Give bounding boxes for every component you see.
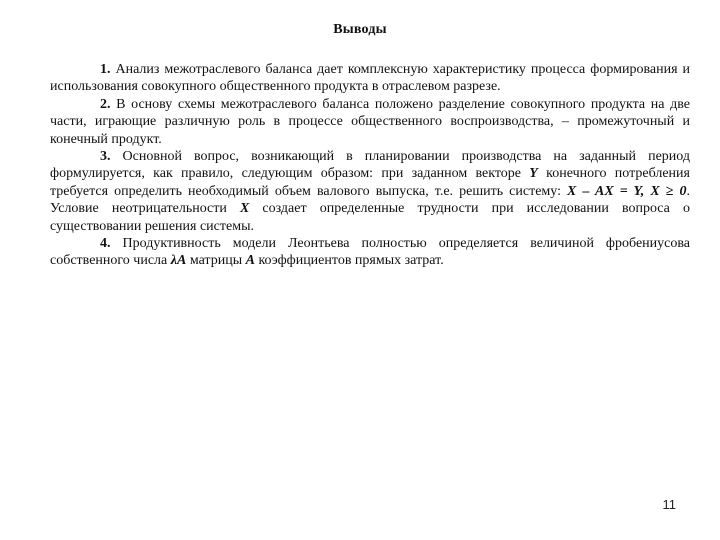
paragraph-text: Основной вопрос, возникающий в планировании производства на заданный период формулируется, как правило, следующим образом: при заданном векторе	[50, 149, 690, 182]
paragraph-number: 4.	[100, 236, 111, 252]
paragraph-1	[50, 61, 690, 96]
paragraph-number: 1.	[100, 62, 111, 77]
page-number: 11	[662, 497, 676, 512]
paragraph-text: коэффициентов прямых затрат.	[254, 253, 444, 269]
paragraph-3	[50, 148, 690, 235]
paragraph-text: Продуктивность модели Леонтьева полностью определяется величиной фробениусова собственного числа	[50, 236, 690, 269]
paragraph-text: матрицы	[186, 253, 246, 269]
paragraph-4	[50, 235, 690, 270]
math-matrix-a: A	[245, 253, 255, 269]
paragraph-text: . Условие неотрицательности	[50, 183, 690, 217]
paragraph-text: В основу схемы межотраслевого баланса положено разделение совокупного продукта на две части, играющие различную роль в процессе общественного воспроизводства, – промежуточный и конечный продукт.	[50, 96, 690, 147]
paragraph-text: Анализ межотраслевого баланса дает комплексную характеристику процесса формирования и использования совокупного общественного продукта в отраслевом разрезе.	[50, 62, 690, 95]
paragraph-number: 2.	[100, 96, 111, 112]
paragraph-text: конечного потребления требуется определить необходимый объем валового выпуска, т.е. решить систему:	[50, 166, 690, 199]
paragraph-text: создает определенные трудности при исследовании вопроса о существовании решения системы.	[50, 201, 691, 234]
math-lambda: λA	[170, 253, 187, 269]
math-vector-y: Y	[529, 166, 538, 182]
paragraph-2	[50, 96, 690, 148]
math-vector-x: X	[239, 201, 250, 217]
paragraph-number: 3.	[100, 149, 111, 165]
math-equation: X – AX = Y, X ≥ 0	[567, 183, 687, 199]
page-title: Выводы	[333, 22, 387, 37]
document-body	[50, 61, 690, 270]
